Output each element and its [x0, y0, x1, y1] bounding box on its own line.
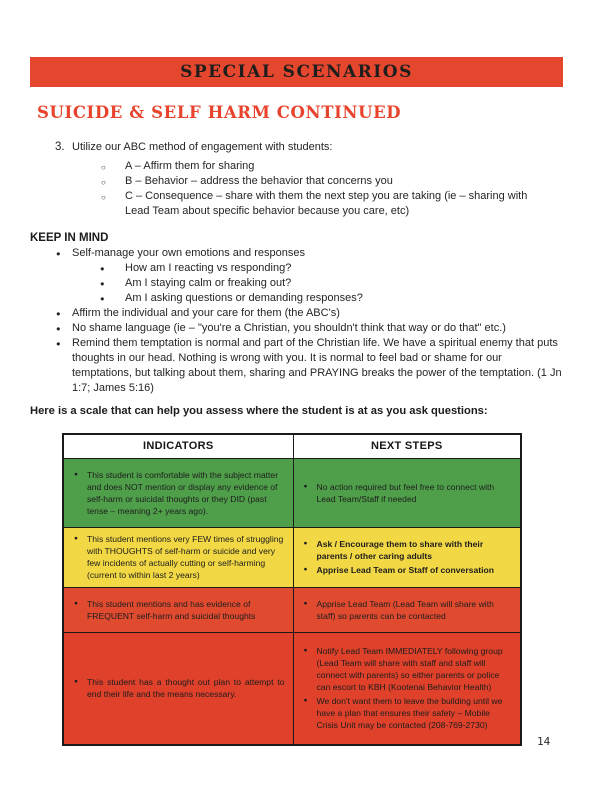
list-item-text: Remind them temptation is normal and part of the Christian life. We have a spiritual enemy that puts thoughts in our head. Nothing is wrong with you. It is normal to feel bad or shame for our temptations, but talking about them, sharing and PRAYING breaks the power of the temptation. (1 Jn 1:7; James 5:16) — [72, 337, 562, 394]
list-number: 3. — [55, 141, 65, 153]
cell-text: No action required but feel free to connect with Lead Team/Staff if needed — [316, 481, 495, 504]
table-cell-item — [64, 533, 285, 581]
abc-list — [55, 159, 547, 219]
table-row-yellow — [63, 527, 521, 587]
page-title: SUICIDE & SELF HARM CONTINUED — [37, 103, 402, 122]
table-cell-item — [64, 598, 285, 622]
list-item-text: Self-manage your own emotions and responses — [72, 247, 305, 259]
list-item-text: How am I reacting vs responding? — [125, 262, 292, 274]
indicators-cell — [63, 632, 293, 745]
table-header-row — [63, 434, 521, 458]
next-steps-cell — [293, 527, 521, 587]
cell-text: Notify Lead Team IMMEDIATELY following group (Lead Team will share with staff and staff will connect with parents) so either parents or police can escort to KBH (Kootenai Behavior Health) — [316, 646, 503, 693]
cell-text: Ask / Encourage them to share with their parents / other caring adults — [316, 539, 484, 561]
table-row-red — [63, 587, 521, 632]
cell-text: This student mentions and has evidence of FREQUENT self-harm and suicidal thoughts — [87, 598, 256, 621]
list-item — [30, 321, 566, 336]
abc-intro-text: Utilize our ABC method of engagement with students: — [72, 141, 333, 153]
list-item-text: A – Affirm them for sharing — [125, 160, 255, 172]
indicators-cell — [63, 587, 293, 632]
list-item — [30, 246, 566, 261]
column-header-indicators: INDICATORS — [63, 434, 293, 458]
list-item-text: No shame language (ie – "you're a Christian, you shouldn't think that way or do that" etc.) — [72, 322, 506, 334]
cell-text: Apprise Lead Team (Lead Team will share with staff) so parents can be contacted — [316, 598, 494, 621]
list-item — [55, 159, 547, 174]
table-row-green — [63, 458, 521, 527]
abc-intro-line — [55, 140, 547, 155]
table-cell-item — [294, 598, 513, 622]
table-cell-item — [64, 676, 285, 700]
table-cell-item — [294, 695, 513, 731]
list-item-text: Affirm the individual and your care for them (the ABC's) — [72, 307, 340, 319]
cell-text: This student has a thought out plan to attempt to end their life and the means necessary. — [87, 677, 285, 700]
indicators-cell — [63, 458, 293, 527]
list-item — [30, 306, 566, 321]
list-item-text: Am I staying calm or freaking out? — [125, 277, 292, 289]
table-cell-item — [64, 469, 285, 517]
next-steps-cell — [293, 587, 521, 632]
list-item — [30, 336, 566, 396]
table-cell-item — [294, 645, 513, 693]
table-cell-item — [294, 564, 513, 576]
table-cell-item — [294, 481, 513, 505]
list-item-text: B – Behavior – address the behavior that concerns you — [125, 175, 393, 187]
section-title: KEEP IN MIND — [30, 232, 109, 244]
list-item — [55, 189, 547, 219]
cell-text: We don't want them to leave the building until we have a plan that ensures their safety – Mobile Crisis Unit may be contacted (208-769-2730) — [316, 696, 503, 731]
indicators-cell — [63, 527, 293, 587]
banner-title: SPECIAL SCENARIOS — [180, 62, 413, 82]
banner — [30, 57, 563, 87]
list-item — [55, 174, 547, 189]
abc-method-section — [55, 140, 547, 219]
column-header-next-steps: NEXT STEPS — [293, 434, 521, 458]
list-item-text: Am I asking questions or demanding responses? — [125, 292, 363, 304]
scale-intro-text: Here is a scale that can help you assess where the student is at as you ask questions: — [30, 405, 488, 417]
next-steps-cell — [293, 632, 521, 745]
cell-text: Apprise Lead Team or Staff of conversation — [316, 565, 494, 575]
cell-text: This student is comfortable with the subject matter and does NOT mention or display any evidence of self-harm or suicidal thoughts or they DID (past tense – meaning 2+ years ago). — [87, 469, 279, 516]
next-steps-cell — [293, 458, 521, 527]
list-item — [30, 291, 566, 306]
cell-text: This student mentions very FEW times of struggling with THOUGHTS of self-harm or suicide and very few incidents of actually cutting or self-harming (current to within last 2 years) — [87, 534, 284, 580]
table-row-red-dark — [63, 632, 521, 745]
list-item — [30, 261, 566, 276]
page-number: 14 — [537, 735, 551, 748]
assessment-table — [62, 433, 522, 746]
table-cell-item — [294, 538, 513, 562]
list-item — [30, 276, 566, 291]
keep-in-mind-section — [30, 231, 566, 396]
list-item-text: C – Consequence – share with them the next step you are taking (ie – sharing with Lead Team about specific behavior because you care, etc) — [125, 190, 528, 217]
